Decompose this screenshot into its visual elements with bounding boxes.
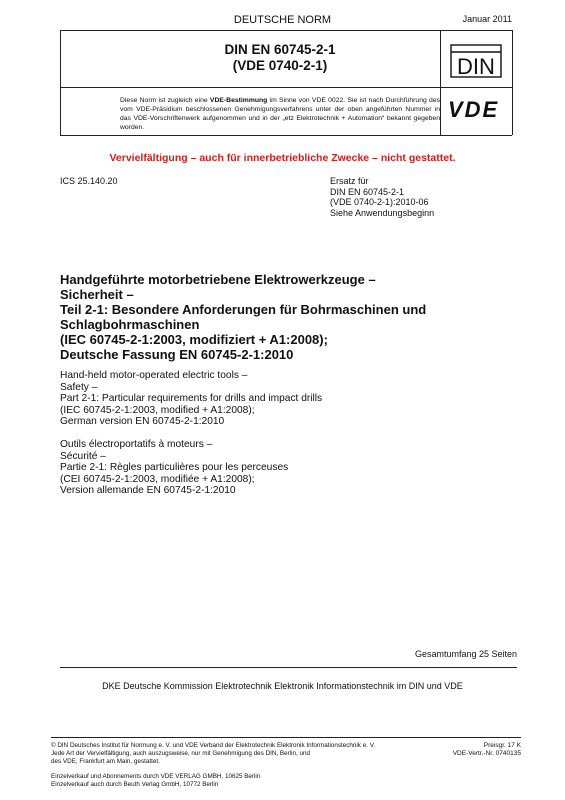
dke-rule — [60, 667, 517, 668]
dke-committee: DKE Deutsche Kommission Elektrotechnik Elektronik Informationstechnik im DIN und VDE — [102, 681, 463, 691]
footer-rule — [51, 737, 521, 738]
total-pages: Gesamtumfang 25 Seiten — [414, 649, 517, 659]
frame-divider — [60, 87, 512, 88]
vde-logo: VDE — [448, 97, 500, 122]
standard-number: DIN EN 60745-2-1 (VDE 0740-2-1) — [224, 42, 336, 73]
frame-left — [60, 30, 61, 135]
vde-regulation-notice: Diese Norm ist zugleich eine VDE-Bestimmung im Sinne von VDE 0022. Sie ist nach Durchführung des vom VDE-Präsidium beschlossenen Genehmigungsverfahrens unter der oben angeführten Nummer in das VDE-Vorschriftenwerk aufgenommen und in der „etz Elektrotechnik + Automation“ bekannt gegeben worden. — [120, 97, 440, 131]
svg-text:DIN: DIN — [457, 54, 495, 78]
frame-middle — [440, 30, 441, 135]
din-logo — [450, 44, 502, 78]
header-rule — [60, 30, 512, 31]
frame-bottom — [60, 135, 512, 136]
sales-info: Einzelverkauf und Abonnements durch VDE VERLAG GMBH, 10625 Berlin Einzelverkauf auch durch Beuth Verlag GmbH, 10772 Berlin — [51, 773, 261, 788]
issue-date: Januar 2011 — [462, 14, 512, 24]
replacement-info: Ersatz für DIN EN 60745-2-1 (VDE 0740-2-1):2010-06 Siehe Anwendungsbeginn — [330, 176, 435, 218]
norm-type-label: DEUTSCHE NORM — [233, 14, 332, 26]
frame-right — [512, 30, 513, 135]
title-german: Handgeführte motorbetriebene Elektrowerkzeuge – Sicherheit – Teil 2-1: Besondere Anforderungen für Bohrmaschinen und Schlagbohrmaschinen (IEC 60745-2-1:2003, modifiziert + A1:2008); Deutsche Fassung EN 60745-2-1:2010 — [60, 272, 427, 362]
copyright-notice: © DIN Deutsches Institut für Normung e. V. und VDE Verband der Elektrotechnik Elektronik Informationstechnik e. V. Jede Art der Vervielfältigung, auch auszugsweise, nur mit Genehmigung des DIN, Berlin, und des VDE, Frankfurt am Main, gestattet. — [51, 742, 376, 765]
copy-restriction-notice: Vervielfältigung – auch für innerbetriebliche Zwecke – nicht gestattet. — [109, 152, 456, 164]
ics-code: ICS 25.140.20 — [60, 176, 118, 186]
title-french: Outils électroportatifs à moteurs – Sécurité – Partie 2-1: Règles particulières pour les perceuses (CEI 60745-2-1:2003, modifiée + A1:2008); Version allemande EN 60745-2-1:2010 — [60, 439, 289, 496]
price-info: Preisgr. 17 K VDE-Vertr.-Nr. 0740135 — [452, 742, 521, 757]
title-english: Hand-held motor-operated electric tools – Safety – Part 2-1: Particular requirements for drills and impact drills (IEC 60745-2-1:2003, modified + A1:2008); German version EN 60745-2-1:2010 — [60, 370, 323, 427]
